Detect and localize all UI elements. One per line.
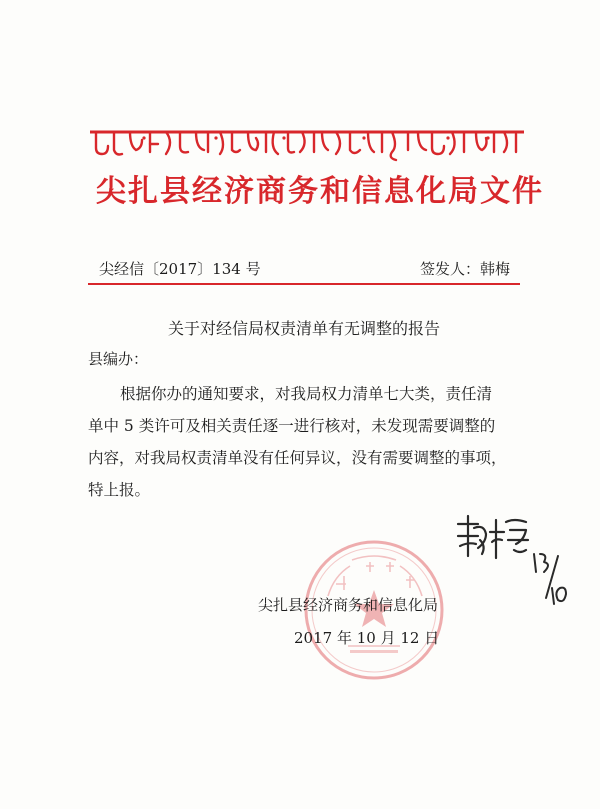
signer-label: 签发人：韩梅 — [420, 260, 511, 278]
body-line-4: 特上报。 — [88, 481, 151, 499]
body-line-1: 根据你办的通知要求，对我局权力清单七大类，责任清 — [120, 385, 493, 403]
report-subject: 关于对经信局权责清单有无调整的报告 — [167, 319, 440, 338]
tibetan-title-graphic — [88, 122, 528, 162]
body-line-2: 单中 5 类许可及相关责任逐一进行核对，未发现需要调整的 — [88, 417, 496, 435]
issuing-organization: 尖扎县经济商务和信息化局 — [258, 596, 439, 614]
document-number: 尖经信〔2017〕134 号 — [99, 260, 261, 278]
recipient: 县编办： — [88, 350, 149, 368]
header-divider — [88, 283, 520, 285]
body-line-3: 内容，对我局权责清单没有任何异议，没有需要调整的事项， — [88, 449, 507, 467]
handwritten-date-mark — [528, 548, 570, 608]
handwritten-signature — [452, 510, 532, 566]
issue-date: 2017 年 10 月 12 日 — [294, 629, 440, 647]
document-title: 尖扎县经济商务和信息化局文件 — [96, 174, 544, 209]
